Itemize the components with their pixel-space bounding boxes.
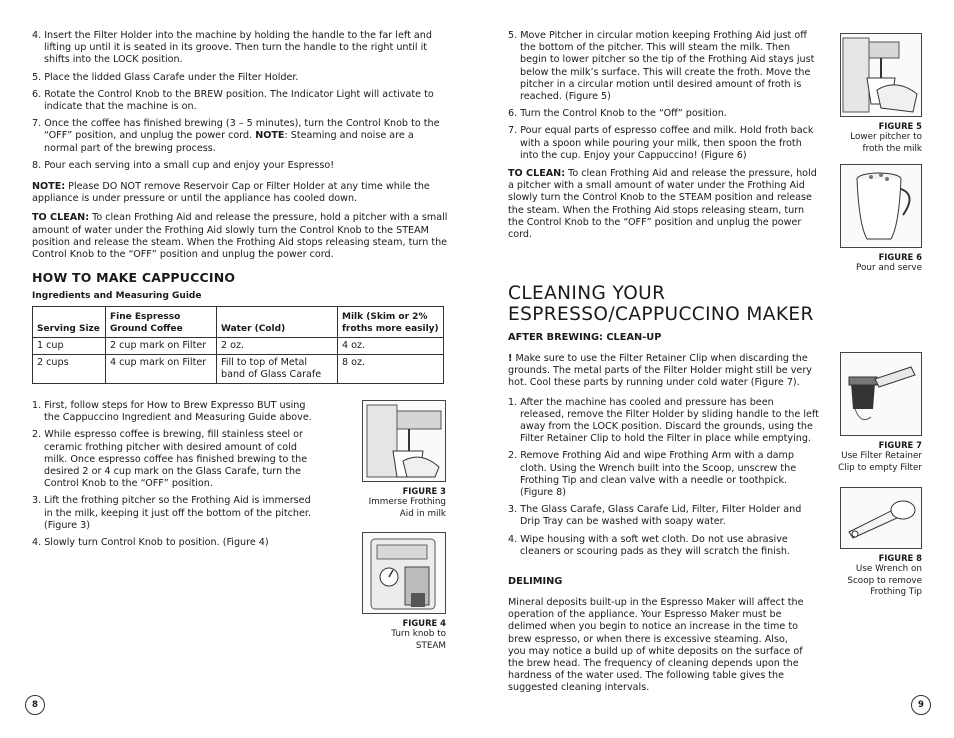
filter-clip-illustration [840,352,922,436]
col-header-water: Water (Cold) [217,307,338,338]
col-header-serving: Serving Size [33,307,106,338]
measuring-guide-subheading: Ingredients and Measuring Guide [32,291,202,301]
table-cell: 4 oz. [338,338,444,355]
figure-5 [838,33,922,155]
table-row [33,338,444,355]
figure-8-caption-line3: Frothing Tip [870,587,922,597]
figure-4-caption: Turn knob to STEAM [391,629,446,651]
cappuccino-step-6: 6. Turn the Control Knob to the “Off” position. [508,108,727,120]
after-brewing-heading: AFTER BREWING: CLEAN-UP [508,332,662,343]
brew-step-7: 7. Once the coffee has finished brewing (3 – 5 minutes), turn the Control Knob to the “OFF” position, and unplug the power cord. NOTE: Steaming and noise are a normal part of the brewing process. [32,118,440,154]
cappuccino-heading: HOW TO MAKE CAPPUCCINO [32,270,236,285]
page-number: 8 [25,695,45,715]
control-knob-illustration [362,532,446,614]
figure-8-caption-line1: Use Wrench on [855,564,922,574]
figure-3-caption-line1: Immerse Frothing [368,497,446,507]
figure-7-title: FIGURE 7 [878,440,922,450]
table-cell: 2 cups [33,355,106,384]
cappuccino-step-7: 7. Pour equal parts of espresso coffee and milk. Hold froth back with a spoon while pouring your milk, then spoon the froth into the cup. Enjoy your Cappuccino! (Figure 6) [508,125,814,161]
lower-pitcher-illustration [840,33,922,117]
table-row [33,355,444,384]
clean-step-3: 3. The Glass Carafe, Glass Carafe Lid, Filter, Filter Holder and Drip Tray can be washed with soapy water. [508,504,802,528]
brew-steps-continued [32,30,448,268]
to-clean-frothing: TO CLEAN: To clean Frothing Aid and release the pressure, hold a pitcher with a small amount of water under the Frothing Aid slowly turn the Control Knob to the STEAM position and release the steam. When the Frothing Aid stops releasing steam, turn the Control Knob to the “OFF” position and unplug the power cord. [508,168,817,241]
figure-8 [838,487,922,599]
left-page [32,0,448,738]
cleaning-title-line2: ESPRESSO/CAPPUCCINO MAKER [508,304,814,325]
clean-step-2: 2. Remove Frothing Aid and wipe Frothing Arm with a damp cloth. Using the Wrench built into the Scoop, unscrew the Frothing Tip and clean valve with a needle or toothpick. (Figure 8) [508,450,797,499]
brew-step-6: 6. Rotate the Control Knob to the BREW position. The Indicator Light will activate to indicate that the machine is on. [32,88,434,113]
table-cell: 4 cup mark on Filter [106,355,217,384]
figure-3-caption-line2: Aid in milk [399,508,446,519]
cappuccino-step-2: 2. While espresso coffee is brewing, fill stainless steel or ceramic frothing pitcher with desired amount of cold milk. Once espresso coffee has finished brewing to the desired 2 or 4 cup mark on the Glass Carafe, turn the Control Knob to the “OFF” position. [32,429,308,490]
figure-5-caption-line1: Lower pitcher to [850,132,922,142]
immerse-frothing-illustration [362,400,446,482]
figure-5-title: FIGURE 5 [878,121,922,131]
figure-3-title: FIGURE 3 [402,486,446,496]
right-page [508,0,922,738]
clean-step-1: 1. After the machine has cooled and pressure has been released, remove the Filter Holder by sliding handle to the left away from the LOCK position. Discard the grounds, using the Filter Retainer Clip to hold the Filter in place while emptying. [508,396,819,445]
col-header-milk: Milk (Skim or 2% froths more easily) [338,307,444,338]
figure-6-title: FIGURE 6 [878,252,922,262]
wrench-scoop-illustration [840,487,922,549]
brew-step-8: 8. Pour each serving into a small cup and enjoy your Espresso! [32,159,335,171]
page-number: 9 [911,695,931,715]
brew-step-4: 4. Insert the Filter Holder into the machine by holding the handle to the far left and lifting up until it is seated in its groove. Then turn the handle to the right until it shifts into the LOCK position. [32,30,432,66]
figure-6 [838,164,922,275]
to-clean-frothing: TO CLEAN: To clean Frothing Aid and release the pressure, hold a pitcher with a small amount of water under the Frothing Aid slowly turn the Control Knob to the STEAM position and release the steam. When the Frothing Aid stops releasing steam, turn the Control Knob to the “OFF” position and unplug the power cord. [32,212,448,261]
deliming-heading: DELIMING [508,576,563,587]
figure-8-title: FIGURE 8 [878,553,922,563]
after-brewing-section [508,332,820,563]
cappuccino-step-3: 3. Lift the frothing pitcher so the Frothing Aid is immersed in the milk, keeping it just off the bottom of the pitcher. (Figure 3) [32,495,311,531]
figure-7-caption-line2: Clip to empty Filter [838,462,922,473]
pressure-note: NOTE: Please DO NOT remove Reservoir Cap or Filter Holder at any time while the appliance is under pressure or until the appliance has cooled down. [32,181,430,205]
filter-clip-warning: ! Make sure to use the Filter Retainer Clip when discarding the grounds. The metal parts of the Filter Holder might still be very hot. Cool these parts by running under cold water (Figure 7). [508,353,812,389]
cleaning-title-line1: CLEANING YOUR [508,283,666,304]
deliming-section [508,576,808,695]
figure-7 [838,352,922,474]
cappuccino-step-4: 4. Slowly turn Control Knob to position. (Figure 4) [32,537,269,549]
table-cell: 2 oz. [217,338,338,355]
figure-5-caption-line2: froth the milk [862,143,922,154]
brew-step-5: 5. Place the lidded Glass Carafe under the Filter Holder. [32,71,299,83]
figure-4-title: FIGURE 4 [402,618,446,628]
table-cell: 8 oz. [338,355,444,384]
pour-serve-illustration [840,164,922,248]
table-cell: Fill to top of Metal band of Glass Carafe [217,355,338,384]
deliming-text: Mineral deposits built-up in the Espresso Maker will affect the operation of the appliance. Your Espresso Maker must be delimed when you begin to notice an increase in the time to brew espresso, or when there is excessive steaming. Also, you may notice a build up of white deposits on the surface of the brew head. The frequency of cleaning depends upon the hardness of the water used. The following table gives the suggested cleaning intervals. [508,597,804,694]
figure-6-caption: Pour and serve [856,263,922,273]
cappuccino-measuring-table [32,306,444,384]
cleaning-title [508,283,814,325]
table-cell: 2 cup mark on Filter [106,338,217,355]
figure-8-caption-line2: Scoop to remove [847,575,922,586]
col-header-coffee: Fine Espresso Ground Coffee [106,307,217,338]
figure-3 [360,400,446,520]
cappuccino-step-1: 1. First, follow steps for How to Brew Expresso BUT using the Cappuccino Ingredient and Measuring Guide above. [32,400,312,424]
clean-step-4: 4. Wipe housing with a soft wet cloth. Do not use abrasive cleaners or scouring pads as they will scratch the finish. [508,533,790,557]
figure-7-caption-line1: Use Filter Retainer [841,451,922,461]
table-cell: 1 cup [33,338,106,355]
cappuccino-step-5: 5. Move Pitcher in circular motion keeping Frothing Aid just off the bottom of the pitcher. This will steam the milk. Then begin to lower pitcher so the tip of the Frothing Aid stays just below the milk’s surface. This will create the froth. Move the pitcher in a circular motion until desired amount of froth is reached. (Figure 5) [508,30,815,103]
cappuccino-steps-continued [508,30,818,248]
cappuccino-steps [32,400,312,554]
figure-4 [360,532,446,652]
table-header-row [33,307,444,338]
